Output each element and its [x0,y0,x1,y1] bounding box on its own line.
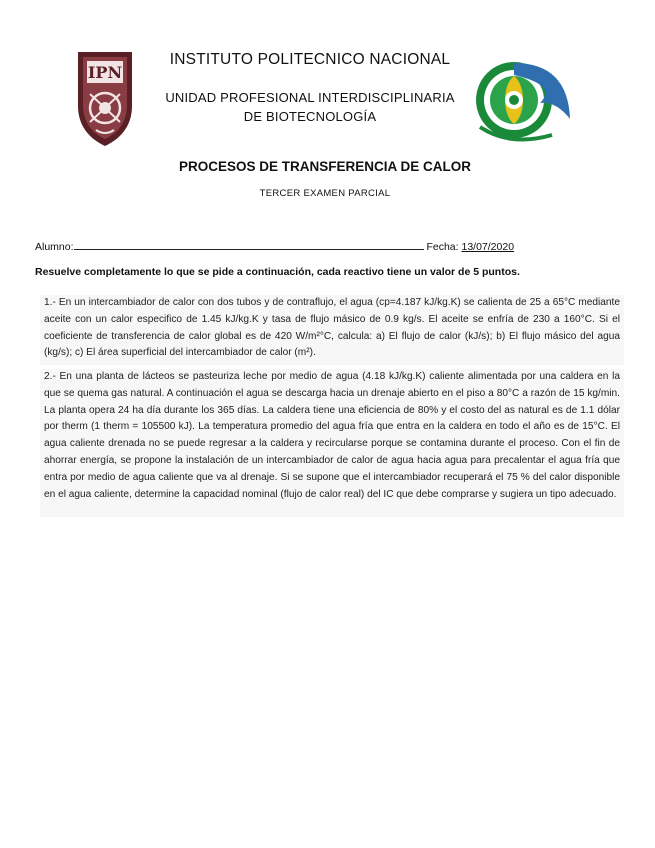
student-name-blank[interactable] [74,240,424,250]
course-title: PROCESOS DE TRANSFERENCIA DE CALOR [178,159,472,174]
student-line [35,240,620,253]
ipn-logo [74,50,136,148]
institution-name: INSTITUTO POLITECNICO NACIONAL [169,51,451,68]
instructions: Resuelve completamente lo que se pide a continuación, cada reactivo tiene un valor de 5 puntos. [35,266,520,278]
student-label: Alumno: [35,241,74,253]
upibi-logo [470,55,574,145]
unit-name-line1: UNIDAD PROFESIONAL INTERDISCIPLINARIA [165,90,455,105]
exam-title: TERCER EXAMEN PARCIAL [259,188,391,199]
question-2: 2.- En una planta de lácteos se pasteuriza leche por medio de agua (4.18 kJ/kg.K) caliente alimentada por una caldera en la que se quema gas natural. A continuación el agua se descarga hacia un drenaje abierto en el piso a 80°C a razón de 15 kg/min. La planta opera 24 ha día durante los 365 días. La caldera tiene una eficiencia de 80% y el costo del as natural es de 1.1 dólar por therm (1 therm = 105500 kJ). La temperatura promedio del agua fría que entra en la caldera en todo el año es de 15°C. El agua caliente drenada no se puede regresar a la caldera y recircularse porque se contamina durante el proceso. Con el fin de ahorrar energía, se propone la instalación de un intercambiador de calor de agua hacia agua para precalentar el agua fría que entra por medio de agua caliente que va al drenaje. Si se supone que el intercambiador recuperará el 75 % del calor disponible en el agua caliente, determine la capacidad nominal (flujo de calor real) del IC que debe comprarse y sugiera un tipo adecuado. [40,369,624,517]
date-label: Fecha: [426,241,459,253]
unit-name-line2: DE BIOTECNOLOGÍA [243,109,377,124]
exam-date: 13/07/2020 [461,241,515,253]
question-1: 1.- En un intercambiador de calor con dos tubos y de contraflujo, el agua (cp=4.187 kJ/kg.K) se calienta de 25 a 65°C mediante aceite con un calor especifico de 1.45 kJ/kg.K y tasa de flujo másico de 0.9 kg/s. El aceite se enfría de 230 a 160°C. Si el coeficiente de transferencia de calor global es de 420 W/m²°C, calcula: a) El flujo de calor (kJ/s); b) El flujo másico del agua (kg/s); c) El área superficial del intercambiador de calor (m²). [40,295,624,365]
svg-text:IPN: IPN [87,63,123,82]
